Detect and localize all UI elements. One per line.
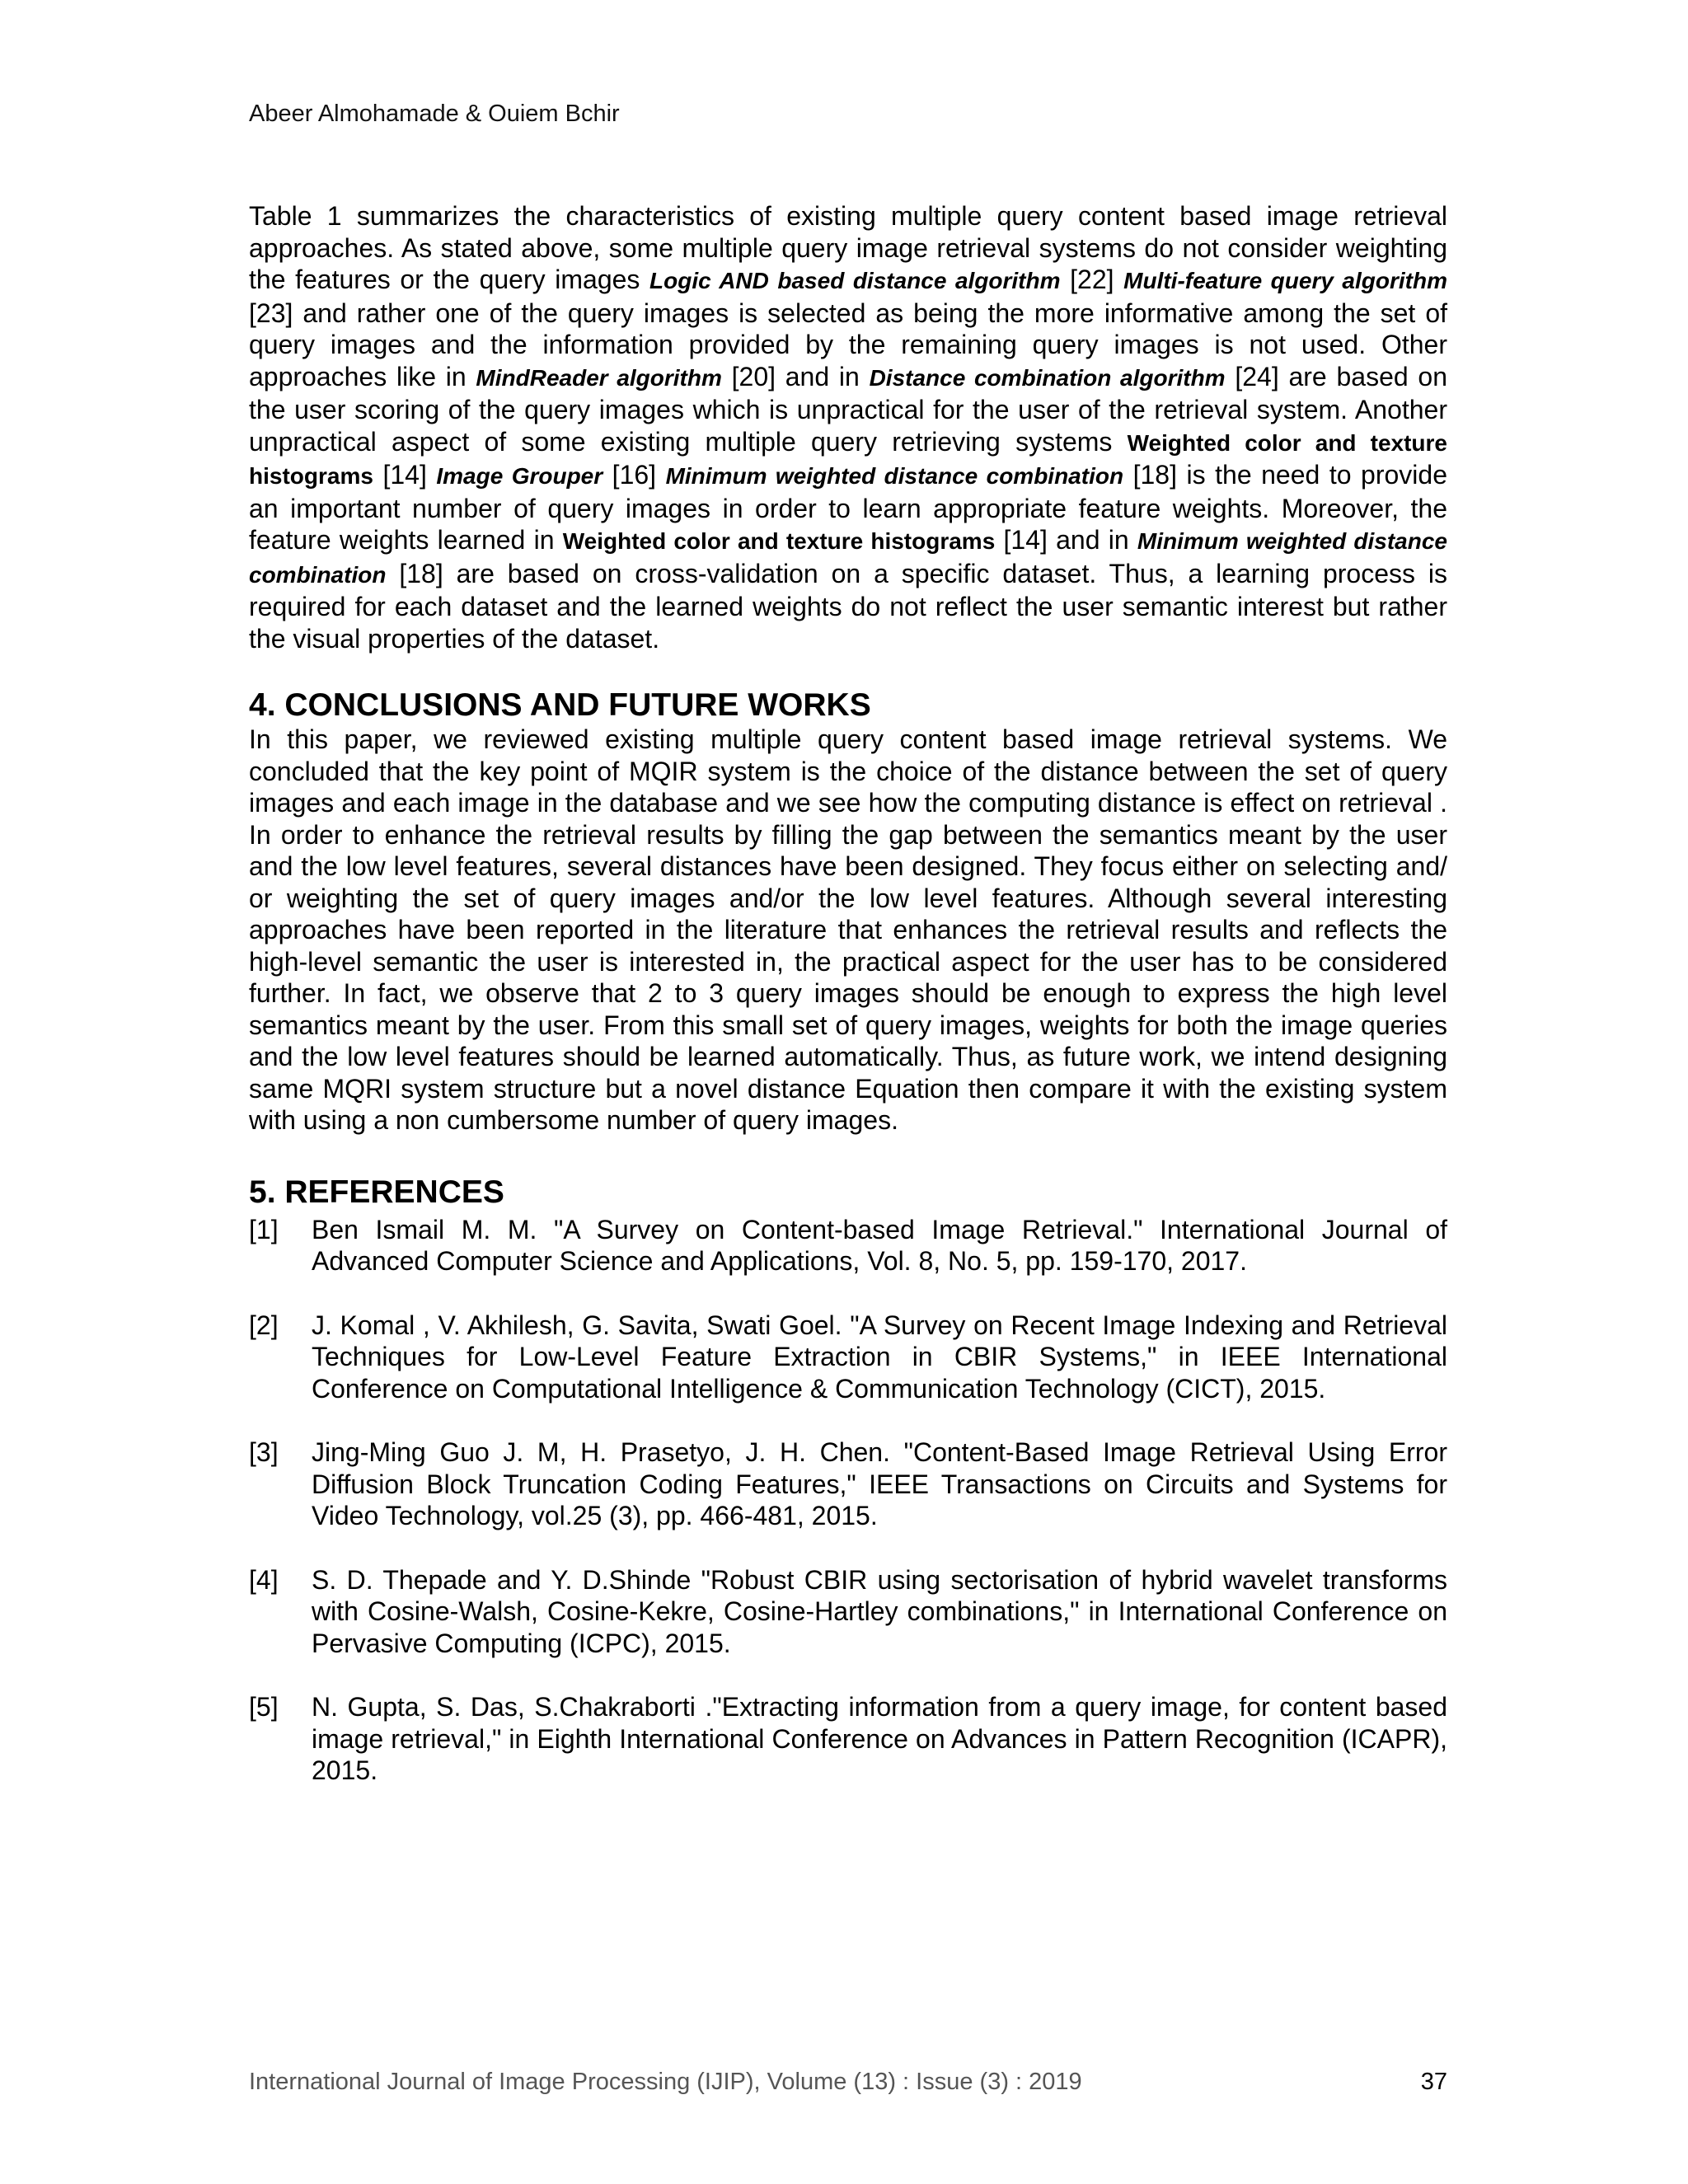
reference-number: [1] [249,1214,279,1244]
footer-journal-citation: International Journal of Image Processing (IJIP), Volume (13) : Issue (3) : 2019 [249,2069,1082,2095]
method-minimum-weighted-2: Minimum weighted distance combination [249,528,1448,588]
reference-text: N. Gupta, S. Das, S.Chakraborti ."Extracting information from a query image, for content based image retrieval," in Eighth International Conference on Advances in Pattern Recognition (ICAPR), 2015. [312,1692,1447,1785]
reference-text: Jing-Ming Guo J. M, H. Prasetyo, J. H. Chen. "Content-Based Image Retrieval Using Error Diffusion Block Truncation Coding Features," IEEE Transactions on Circuits and Systems for Video Technology, vol.25 (3), pp. 466-481, 2015. [312,1437,1447,1530]
section-title-conclusions: 4. CONCLUSIONS AND FUTURE WORKS [249,687,871,723]
intro-text-2: [22] [1060,265,1124,294]
reference-number: [4] [249,1564,279,1595]
intro-text-8: [18] is the need to provide an important number of query images in order to learn appropriate feature weights. Moreover, the feature weights learned in [249,460,1448,555]
method-minimum-weighted: Minimum weighted distance combination [665,463,1124,489]
page-content [249,200,1447,1819]
intro-text-4: [20] and in [721,361,870,391]
intro-text-3: [23] and rather one of the query images is selected as being the more informative among the set of query images and the information provided by the remaining query images is not used. Other approaches like in [249,298,1447,391]
reference-number: [3] [249,1437,279,1467]
reference-number: [5] [249,1692,279,1722]
reference-list [249,1214,1447,1787]
method-weighted-histograms-2: Weighted color and texture histograms [562,528,996,554]
method-mindreader: MindReader algorithm [476,364,722,391]
method-multi-feature: Multi-feature query algorithm [1123,268,1447,293]
reference-text: S. D. Thepade and Y. D.Shinde "Robust CBIR using sectorisation of hybrid wavelet transforms with Cosine-Walsh, Cosine-Kekre, Cosine-Hartley combinations," in International Conference on Pervasive Computing (ICPC), 2015. [312,1564,1447,1658]
conclusions-paragraph: In this paper, we reviewed existing multiple query content based image retrieval systems. We concluded that the key point of MQIR system is the choice of the distance between the set of query images and each image in the database and we see how the computing distance is effect on retrieval . In order to enhance the retrieval results by filling the gap between the semantics meant by the user and the low level features, several distances have been designed. They focus either on selecting and/ or weighting the set of query images and/or the low level features. Although several interesting approaches have been reported in the literature that enhances the retrieval results and reflects the high-level semantic the user is interested in, the practical aspect for the user has to be considered further. In fact, we observe that 2 to 3 query images should be enough to express the high level semantics meant by the user. From this small set of query images, weights for both the image queries and the low level features should be learned automatically. Thus, as future work, we intend designing same MQRI system structure but a novel distance Equation then compare it with the existing system with using a non cumbersome number of query images. [249,724,1447,1135]
intro-text-9: [14] and in [995,525,1137,555]
intro-text-7: [16] [603,460,666,490]
reference-item [249,1214,1447,1277]
section-title-references: 5. REFERENCES [249,1174,504,1210]
reference-item [249,1436,1447,1532]
intro-text-1: Table 1 summarizes the characteristics of existing multiple query content based image retrieval approaches. As stated above, some multiple query image retrieval systems do not consider weighting the features or the query images [249,201,1447,294]
intro-text-10: [18] are based on cross-validation on a specific dataset. Thus, a learning process is required for each dataset and the learned weights do not reflect the user semantic interest but rather the visual properties of the dataset. [249,558,1447,654]
running-header-authors: Abeer Almohamade & Ouiem Bchir [249,101,620,127]
page-number: 37 [1420,2069,1447,2095]
reference-text: J. Komal , V. Akhilesh, G. Savita, Swati Goel. "A Survey on Recent Image Indexing and Retrieval Techniques for Low-Level Feature Extraction in CBIR Systems," in IEEE International Conference on Computational Intelligence & Communication Technology (CICT), 2015. [312,1310,1447,1404]
method-image-grouper: Image Grouper [436,463,603,489]
intro-text-5: [24] are based on the user scoring of the query images which is unpractical for the user of the retrieval system. Another unpractical aspect of some existing multiple query retrieving systems [249,361,1448,457]
page-footer [249,2067,1447,2097]
reference-item [249,1564,1447,1660]
reference-text: Ben Ismail M. M. "A Survey on Content-based Image Retrieval." International Journal of Advanced Computer Science and Applications, Vol. 8, No. 5, pp. 159-170, 2017. [312,1214,1447,1276]
reference-item [249,1310,1447,1405]
intro-paragraph [249,200,1447,654]
intro-text-6: [14] [373,460,437,490]
reference-number: [2] [249,1310,279,1340]
method-distance-combination: Distance combination algorithm [869,364,1226,391]
method-logic-and: Logic AND based distance algorithm [649,268,1061,293]
reference-item [249,1691,1447,1787]
method-weighted-histograms: Weighted color and texture histograms [249,429,1448,489]
